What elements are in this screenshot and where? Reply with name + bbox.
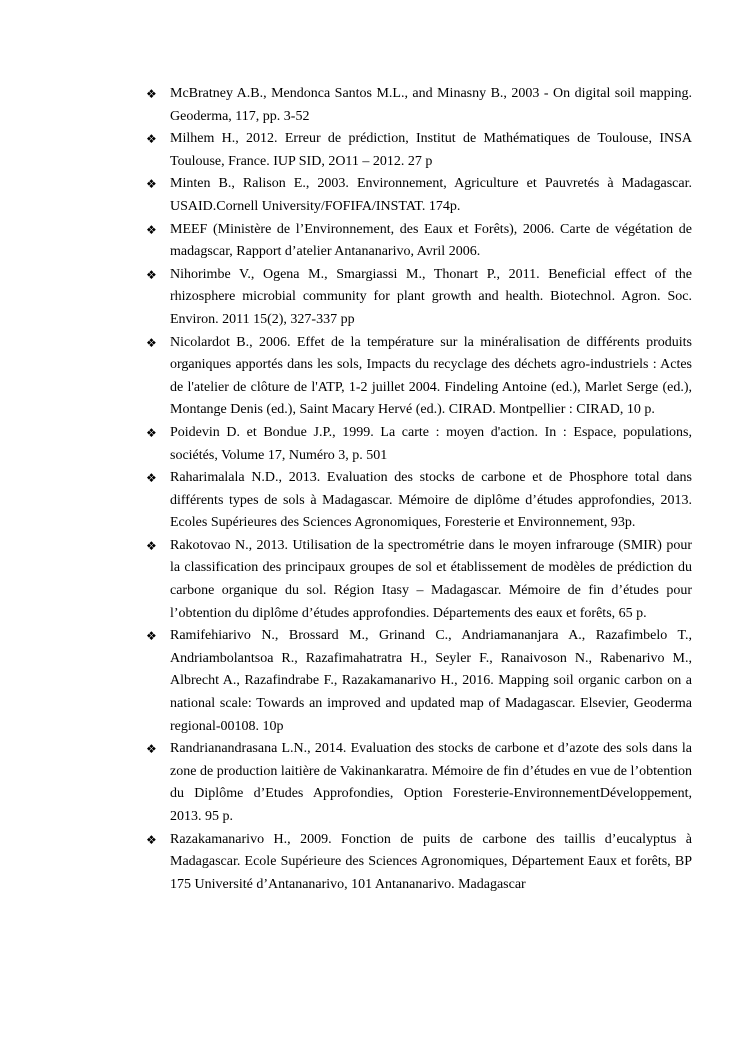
diamond-bullet-icon: ❖ <box>146 132 157 147</box>
diamond-bullet-icon: ❖ <box>146 832 157 847</box>
diamond-bullet-icon: ❖ <box>146 742 157 757</box>
reference-text: McBratney A.B., Mendonca Santos M.L., and Minasny B., 2003 - On digital soil mapping. Geoderma, 117, pp. 3-52 <box>170 86 692 124</box>
reference-text: Poidevin D. et Bondue J.P., 1999. La carte : moyen d'action. In : Espace, populations, sociétés, Volume 17, Numéro 3, p. 501 <box>170 424 692 463</box>
reference-text: Minten B., Ralison E., 2003. Environnement, Agriculture et Pauvretés à Madagascar. USAID.Cornell University/FOFIFA/INSTAT. 174p. <box>170 176 692 214</box>
reference-text: Randrianandrasana L.N., 2014. Evaluation des stocks de carbone et d’azote des sols dans la zone de production laitière de Vakinankaratra. Mémoire de fin d’études en vue de l’obtention du Diplôme d’Etudes Approfondies, Option Foresterie-EnvironnementDéveloppement, 2013. 95 p. <box>170 741 692 824</box>
reference-item <box>145 467 692 535</box>
reference-item <box>145 264 692 332</box>
reference-text: Nihorimbe V., Ogena M., Smargiassi M., Thonart P., 2011. Beneficial effect of the rhizosphere microbial community for plant growth and health. Biotechnol. Agron. Soc. Environ. 2011 15(2), 327-337 pp <box>170 266 692 327</box>
reference-text: Milhem H., 2012. Erreur de prédiction, Institut de Mathématiques de Toulouse, INSA Toulouse, France. IUP SID, 2O11 – 2012. 27 p <box>170 131 692 169</box>
reference-item <box>145 219 692 264</box>
diamond-bullet-icon: ❖ <box>146 87 157 101</box>
reference-text: Razakamanarivo H., 2009. Fonction de puits de carbone des taillis d’eucalyptus à Madagascar. Ecole Supérieure des Sciences Agronomiques, Département Eaux et forêts, BP 175 Université d’Antananarivo, 101 Antananarivo. Madagascar <box>170 831 692 892</box>
reference-item <box>145 829 692 897</box>
diamond-bullet-icon: ❖ <box>146 177 157 192</box>
reference-item <box>145 738 692 828</box>
reference-item <box>145 332 692 422</box>
diamond-bullet-icon: ❖ <box>146 335 157 350</box>
reference-item <box>145 173 692 218</box>
diamond-bullet-icon: ❖ <box>146 222 157 237</box>
diamond-bullet-icon: ❖ <box>146 471 157 486</box>
reference-item <box>145 625 692 738</box>
reference-list <box>145 83 692 896</box>
diamond-bullet-icon: ❖ <box>146 267 157 282</box>
reference-text: Ramifehiarivo N., Brossard M., Grinand C., Andriamananjara A., Razafimbelo T., Andriambolantsoa R., Razafimahatratra H., Seyler F., Ranaivoson N., Rabenarivo M., Albrecht A., Razafindrabe F., Razakamanarivo H., 2016. Mapping soil organic carbon on a national scale: Towards an improved and updated map of Madagascar. Elsevier, Geoderma regional-00108. 10p <box>170 628 692 734</box>
reference-item <box>145 422 692 467</box>
diamond-bullet-icon: ❖ <box>146 538 157 553</box>
diamond-bullet-icon: ❖ <box>146 629 157 644</box>
reference-text: MEEF (Ministère de l’Environnement, des Eaux et Forêts), 2006. Carte de végétation de madagscar, Rapport d’atelier Antananarivo, Avril 2006. <box>170 221 692 260</box>
reference-text: Raharimalala N.D., 2013. Evaluation des stocks de carbone et de Phosphore total dans différents types de sols à Madagascar. Mémoire de diplôme d’études approfondies, 2013. Ecoles Supérieures des Sciences Agronomiques, Foresterie et Environnement, 93p. <box>170 470 692 531</box>
reference-item <box>145 535 692 625</box>
reference-text: Rakotovao N., 2013. Utilisation de la spectrométrie dans le moyen infrarouge (SMIR) pour la classification des principaux groupes de sol et établissement de modèles de prédiction du carbone organique du sol. Région Itasy – Madagascar. Mémoire de fin d’études pour l’obtention du diplôme d’études approfondies. Départements des eaux et forêts, 65 p. <box>170 537 692 621</box>
diamond-bullet-icon: ❖ <box>146 425 157 440</box>
reference-item <box>145 83 692 128</box>
reference-text: Nicolardot B., 2006. Effet de la température sur la minéralisation de différents produits organiques apportés dans les sols, Impacts du recyclage des déchets agro-industriels : Actes de l'atelier de clôture de l'ATP, 1-2 juillet 2004. Findeling Antoine (ed.), Marlet Serge (ed.), Montange Denis (ed.), Saint Macary Hervé (ed.). CIRAD. Montpellier : CIRAD, 10 p. <box>170 334 692 418</box>
reference-item <box>145 128 692 173</box>
